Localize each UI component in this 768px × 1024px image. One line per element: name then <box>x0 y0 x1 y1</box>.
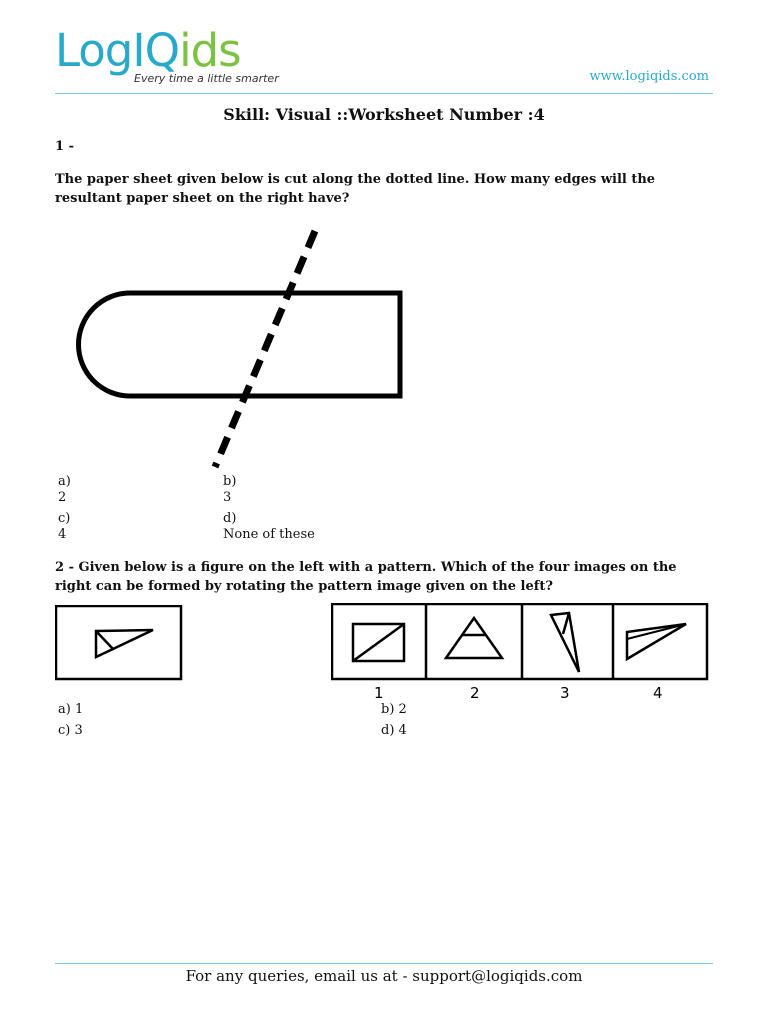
footer-contact: For any queries, email us at - support@logiqids.com <box>185 967 583 985</box>
question-1-figure <box>50 225 420 475</box>
worksheet-title: Skill: Visual ::Worksheet Number :4 <box>223 105 545 124</box>
option-letter: c) <box>58 511 71 526</box>
choice-label-1: 1 <box>374 684 384 702</box>
option-value: None of these <box>223 527 315 542</box>
website-link[interactable]: www.logiqids.com <box>589 69 709 84</box>
option-value: 2 <box>58 490 67 505</box>
choices-frame <box>332 604 707 679</box>
tagline: Every time a little smarter <box>134 72 279 85</box>
header-divider <box>55 93 713 94</box>
choice-1-diagonal <box>353 624 404 661</box>
answer-choices-figure <box>331 603 711 703</box>
choice-2-triangle <box>446 618 502 658</box>
question-1-number: 1 - <box>55 139 74 154</box>
logo-part-1: LogIQ <box>55 24 180 77</box>
question-1-option-c[interactable] <box>58 511 70 543</box>
dotted-cut-line <box>215 231 315 467</box>
pattern-frame <box>56 606 181 679</box>
choice-4-triangle <box>627 624 686 659</box>
option-value: 3 <box>223 490 232 505</box>
option-letter: d) <box>223 511 237 526</box>
choice-label-4: 4 <box>653 684 663 702</box>
choice-label-2: 2 <box>470 684 480 702</box>
choice-3-inner-line <box>563 613 569 634</box>
footer-divider <box>55 963 713 964</box>
option-letter: b) <box>223 474 237 489</box>
option-value: 4 <box>58 527 67 542</box>
question-2-text: 2 - Given below is a figure on the left with a pattern. Which of the four images on the right can be formed by rotating the pattern image given on the left? <box>55 560 677 594</box>
question-1-option-d[interactable] <box>223 511 315 543</box>
pattern-triangle <box>96 630 153 657</box>
question-2-option-c[interactable]: c) 3 <box>58 723 83 738</box>
question-1-text: The paper sheet given below is cut along the dotted line. How many edges will the resultant paper sheet on the right have? <box>55 172 656 206</box>
question-2-option-a[interactable]: a) 1 <box>58 702 84 717</box>
choice-3-triangle <box>551 613 579 672</box>
pattern-inner-line <box>96 631 113 649</box>
option-letter: a) <box>58 474 71 489</box>
question-1-option-b[interactable] <box>223 474 236 506</box>
logo <box>55 24 241 77</box>
choice-label-3: 3 <box>560 684 570 702</box>
pattern-figure <box>55 605 185 683</box>
question-2-option-d[interactable]: d) 4 <box>381 723 407 738</box>
paper-sheet-shape <box>79 293 401 396</box>
question-2-option-b[interactable]: b) 2 <box>381 702 407 717</box>
logo-part-2: ids <box>179 24 241 77</box>
question-1-option-a[interactable] <box>58 474 71 506</box>
